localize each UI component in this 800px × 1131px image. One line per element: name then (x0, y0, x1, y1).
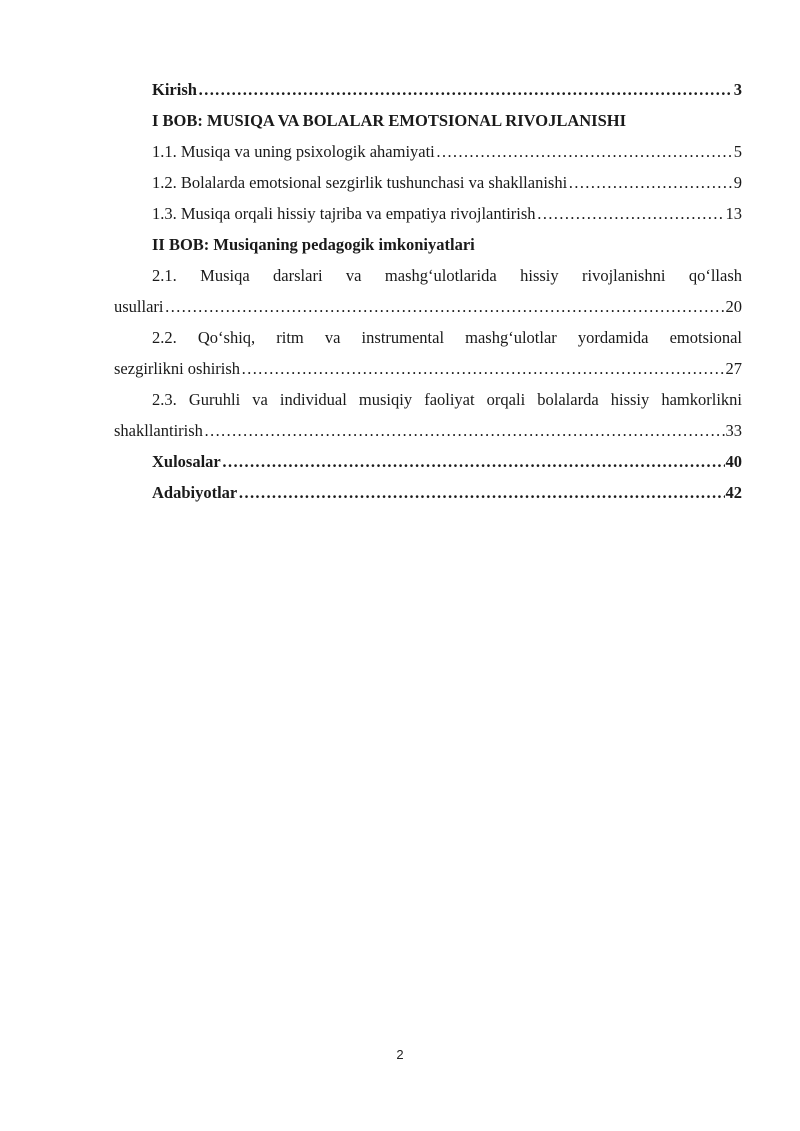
toc-page-number: 40 (725, 452, 742, 471)
toc-entry-2-3 (114, 384, 742, 446)
toc-entry-1-1 (114, 136, 742, 167)
dot-leader (238, 477, 724, 508)
toc-page-number: 9 (733, 173, 742, 192)
toc-page-number: 27 (725, 359, 742, 378)
toc-entry-label-continued: shakllantirish (114, 421, 203, 440)
toc-entry-continuation (114, 291, 742, 322)
dot-leader (198, 74, 733, 105)
chapter-1-heading: I BOB: MUSIQA VA BOLALAR EMOTSIONAL RIVOJLANISHI (152, 111, 627, 130)
toc-page-number: 33 (725, 421, 742, 440)
dot-leader (537, 198, 725, 229)
toc-page-number: 3 (733, 80, 742, 99)
toc-entry-label: 2.1. Musiqa darslari va mashg‘ulotlarida hissiy rivojlanishni qo‘llash (152, 266, 742, 285)
toc-page-number: 5 (733, 142, 742, 161)
toc-entry-1-3 (114, 198, 742, 229)
chapter-2-heading: II BOB: Musiqaning pedagogik imkoniyatlari (152, 235, 475, 254)
dot-leader (568, 167, 733, 198)
toc-entry-1-2 (114, 167, 742, 198)
toc-entry-2-1 (114, 260, 742, 322)
toc-entry-label: Adabiyotlar (152, 483, 238, 502)
toc-entry-label: Kirish (152, 80, 197, 99)
dot-leader (436, 136, 733, 167)
toc-entry-continuation (114, 415, 742, 446)
toc-entry-label: 1.1. Musiqa va uning psixologik ahamiyati (152, 142, 435, 161)
toc-entry-label: 2.2. Qo‘shiq, ritm va instrumental mashg‘ulotlar yordamida emotsional (152, 328, 742, 347)
toc-page-number: 20 (725, 297, 742, 316)
toc-entry-label: 1.2. Bolalarda emotsional sezgirlik tushunchasi va shakllanishi (152, 173, 568, 192)
dot-leader (165, 291, 725, 322)
toc-entry-label: Xulosalar (152, 452, 221, 471)
page-number: 2 (396, 1047, 404, 1062)
dot-leader (204, 415, 725, 446)
toc-entry-label-continued: usullari (114, 297, 164, 316)
toc-page-number: 13 (725, 204, 742, 223)
dot-leader (241, 353, 724, 384)
toc-entry-2-2 (114, 322, 742, 384)
toc-entry-adabiyotlar (114, 477, 742, 508)
dot-leader (222, 446, 725, 477)
toc-entry-label: 2.3. Guruhli va individual musiqiy faoliyat orqali bolalarda hissiy hamkorlikni (152, 390, 742, 409)
toc-entry-label: 1.3. Musiqa orqali hissiy tajriba va empatiya rivojlantirish (152, 204, 536, 223)
toc-entry-continuation (114, 353, 742, 384)
toc-entry-kirish (114, 74, 742, 105)
toc-entry-label-continued: sezgirlikni oshirish (114, 359, 241, 378)
toc-entry-xulosalar (114, 446, 742, 477)
table-of-contents (114, 74, 742, 508)
toc-page-number: 42 (725, 483, 742, 502)
